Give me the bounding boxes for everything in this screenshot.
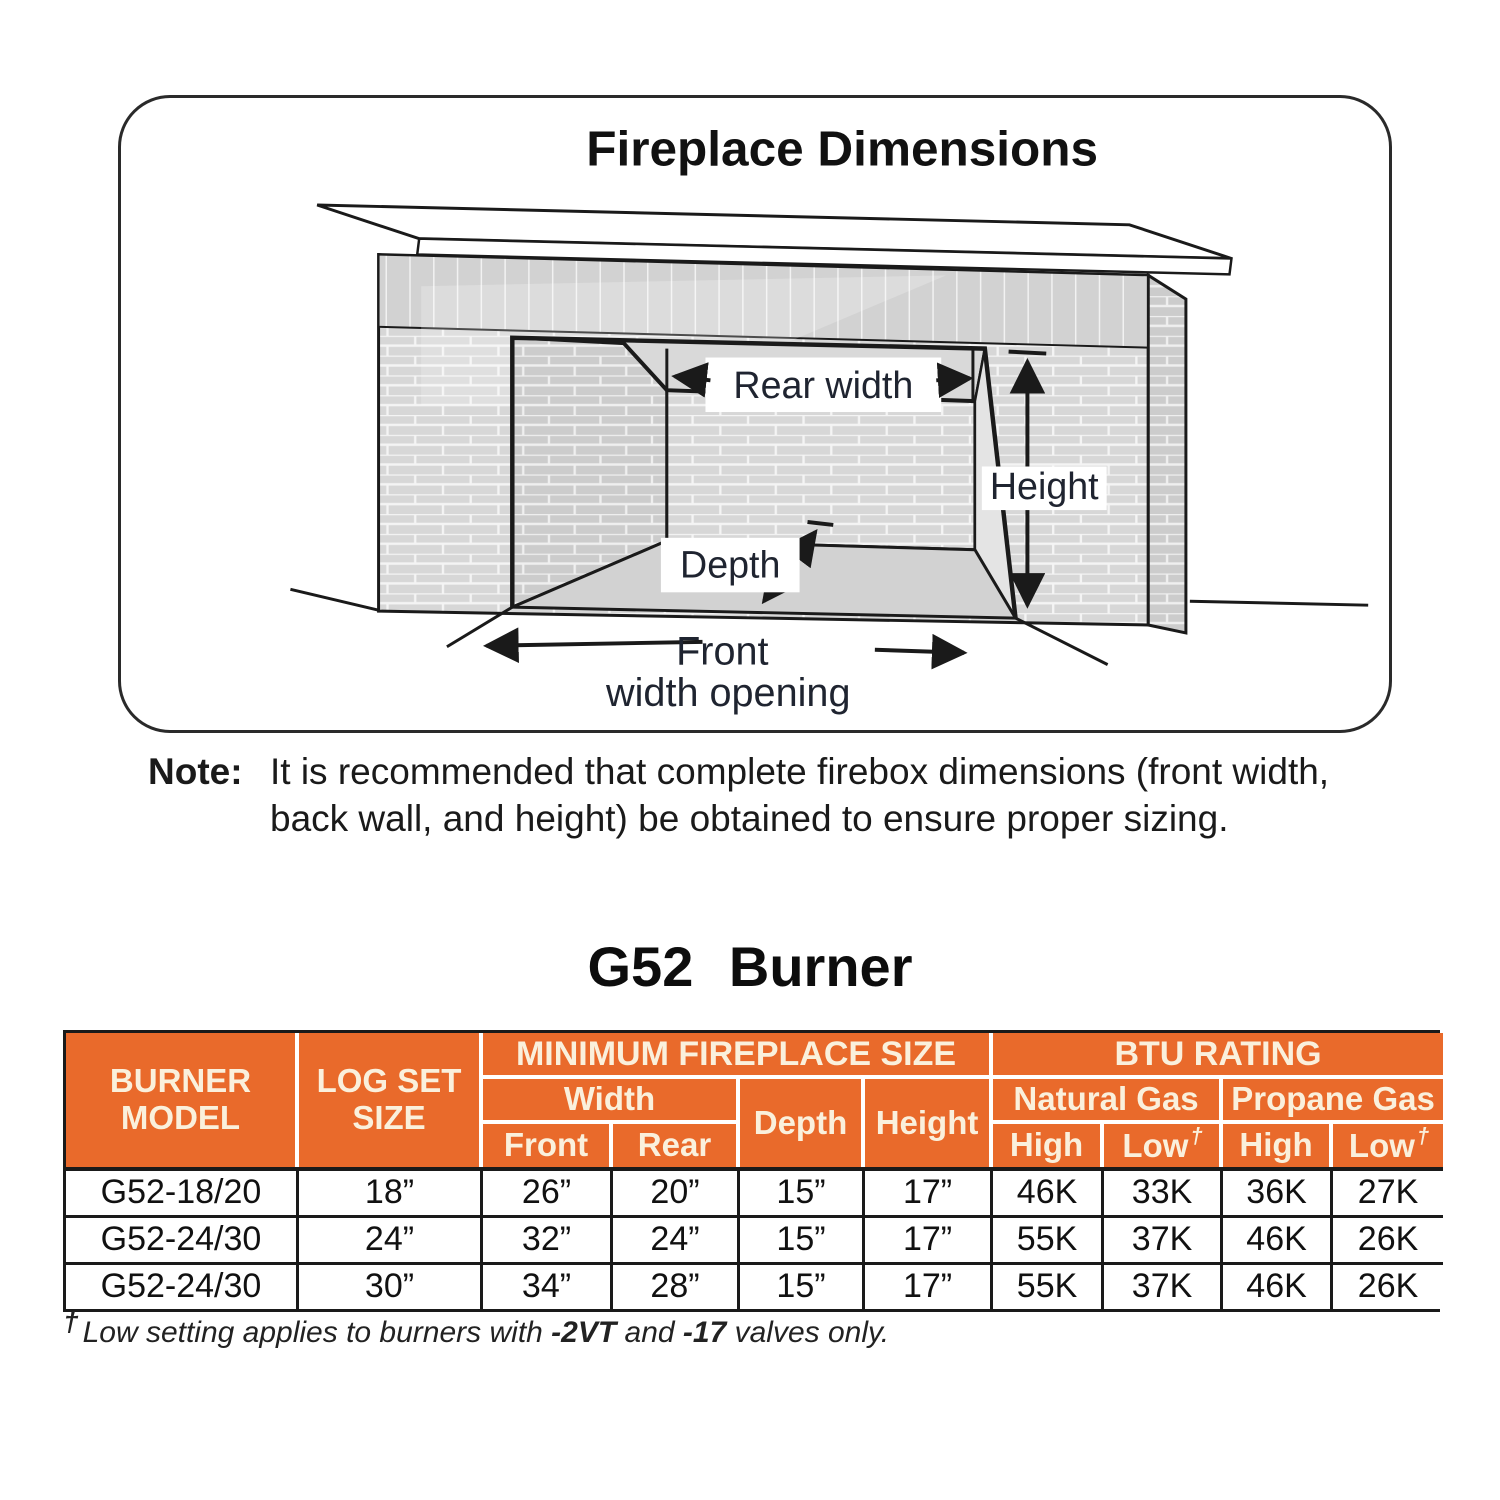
cell-depth: 15” xyxy=(740,1218,865,1265)
cell-model: G52-24/30 xyxy=(66,1218,299,1265)
footnote-text-post: valves only. xyxy=(726,1316,890,1349)
cell-log-size: 30” xyxy=(299,1265,483,1309)
cell-pg-high: 36K xyxy=(1223,1167,1333,1218)
note-label: Note: xyxy=(148,751,243,792)
footnote-bold-2vt: -2VT xyxy=(551,1316,617,1349)
fireplace-side-face xyxy=(1148,275,1186,633)
section-title: G52 Burner xyxy=(587,935,913,998)
table-row xyxy=(66,1167,1443,1218)
footnote-text-pre: Low setting applies to burners with xyxy=(82,1316,552,1349)
header-height: Height xyxy=(865,1079,993,1167)
rear-width-arrow-right xyxy=(936,378,970,380)
dagger-icon: † xyxy=(63,1306,79,1337)
header-btu-rating: BTU RATING xyxy=(993,1033,1443,1079)
header-width-front: Front xyxy=(483,1124,613,1167)
header-minimum-fireplace-size: MINIMUM FIREPLACE SIZE xyxy=(483,1033,993,1079)
firebox-back-wall xyxy=(667,390,975,549)
header-width: Width xyxy=(483,1079,740,1124)
footnote-text-mid: and xyxy=(616,1316,683,1349)
header-ng-high: High xyxy=(993,1124,1104,1167)
cell-model: G52-24/30 xyxy=(66,1265,299,1309)
cell-height: 17” xyxy=(865,1218,993,1265)
header-log-set-size: LOG SET SIZE xyxy=(299,1033,483,1167)
table-row xyxy=(66,1218,1443,1265)
dagger-icon: † xyxy=(1190,1123,1203,1149)
note-line-2: back wall, and height) be obtained to ensure proper sizing. xyxy=(270,798,1229,840)
fireplace-dimensions-panel xyxy=(118,95,1392,733)
header-width-rear: Rear xyxy=(613,1124,740,1167)
height-tick-top xyxy=(1009,352,1047,354)
cell-height: 17” xyxy=(865,1265,993,1309)
spec-table xyxy=(66,1033,1443,1309)
cell-pg-low: 26K xyxy=(1333,1218,1443,1265)
cell-ng-low: 37K xyxy=(1104,1218,1223,1265)
fireplace-diagram xyxy=(121,98,1389,730)
cell-pg-low: 26K xyxy=(1333,1265,1443,1309)
spec-table-wrapper xyxy=(63,1030,1440,1312)
cell-depth: 15” xyxy=(740,1167,865,1218)
note-line-1: It is recommended that complete firebox dimensions (front width, xyxy=(270,751,1330,792)
header-propane-gas: Propane Gas xyxy=(1223,1079,1443,1124)
cell-pg-high: 46K xyxy=(1223,1218,1333,1265)
cell-front: 26” xyxy=(483,1167,613,1218)
cell-rear: 20” xyxy=(613,1167,740,1218)
dagger-icon: † xyxy=(1416,1123,1430,1149)
header-pg-high: High xyxy=(1223,1124,1333,1167)
depth-label: Depth xyxy=(680,543,781,586)
front-width-label-line1: Front xyxy=(676,629,769,674)
cell-ng-high: 55K xyxy=(993,1218,1104,1265)
header-burner-model: BURNER MODEL xyxy=(66,1033,299,1167)
cell-pg-low: 27K xyxy=(1333,1167,1443,1218)
cell-ng-low: 33K xyxy=(1104,1167,1223,1218)
header-depth: Depth xyxy=(740,1079,865,1167)
header-pg-low: Low† xyxy=(1333,1124,1443,1167)
front-width-arrow-right xyxy=(875,650,964,653)
ground-line-left xyxy=(290,589,378,610)
header-ng-low: Low† xyxy=(1104,1124,1223,1167)
ground-line-right xyxy=(1190,601,1368,605)
cell-ng-high: 46K xyxy=(993,1167,1104,1218)
cell-pg-high: 46K xyxy=(1223,1265,1333,1309)
rear-width-label: Rear width xyxy=(733,364,914,407)
cell-ng-low: 37K xyxy=(1104,1265,1223,1309)
table-row xyxy=(66,1265,1443,1309)
cell-log-size: 24” xyxy=(299,1218,483,1265)
cell-depth: 15” xyxy=(740,1265,865,1309)
height-label: Height xyxy=(989,465,1099,508)
cell-model: G52-18/20 xyxy=(66,1167,299,1218)
cell-ng-high: 55K xyxy=(993,1265,1104,1309)
cell-rear: 28” xyxy=(613,1265,740,1309)
cell-rear: 24” xyxy=(613,1218,740,1265)
footnote xyxy=(63,1306,889,1350)
front-width-label-line2: width opening xyxy=(606,671,851,716)
header-natural-gas: Natural Gas xyxy=(993,1079,1223,1124)
note-text xyxy=(270,748,1418,843)
front-width-arrow-left xyxy=(487,642,703,646)
cell-height: 17” xyxy=(865,1167,993,1218)
cell-front: 34” xyxy=(483,1265,613,1309)
cell-front: 32” xyxy=(483,1218,613,1265)
footnote-bold-17: -17 xyxy=(682,1316,727,1349)
cell-log-size: 18” xyxy=(299,1167,483,1218)
diagram-title: Fireplace Dimensions xyxy=(586,121,1099,177)
